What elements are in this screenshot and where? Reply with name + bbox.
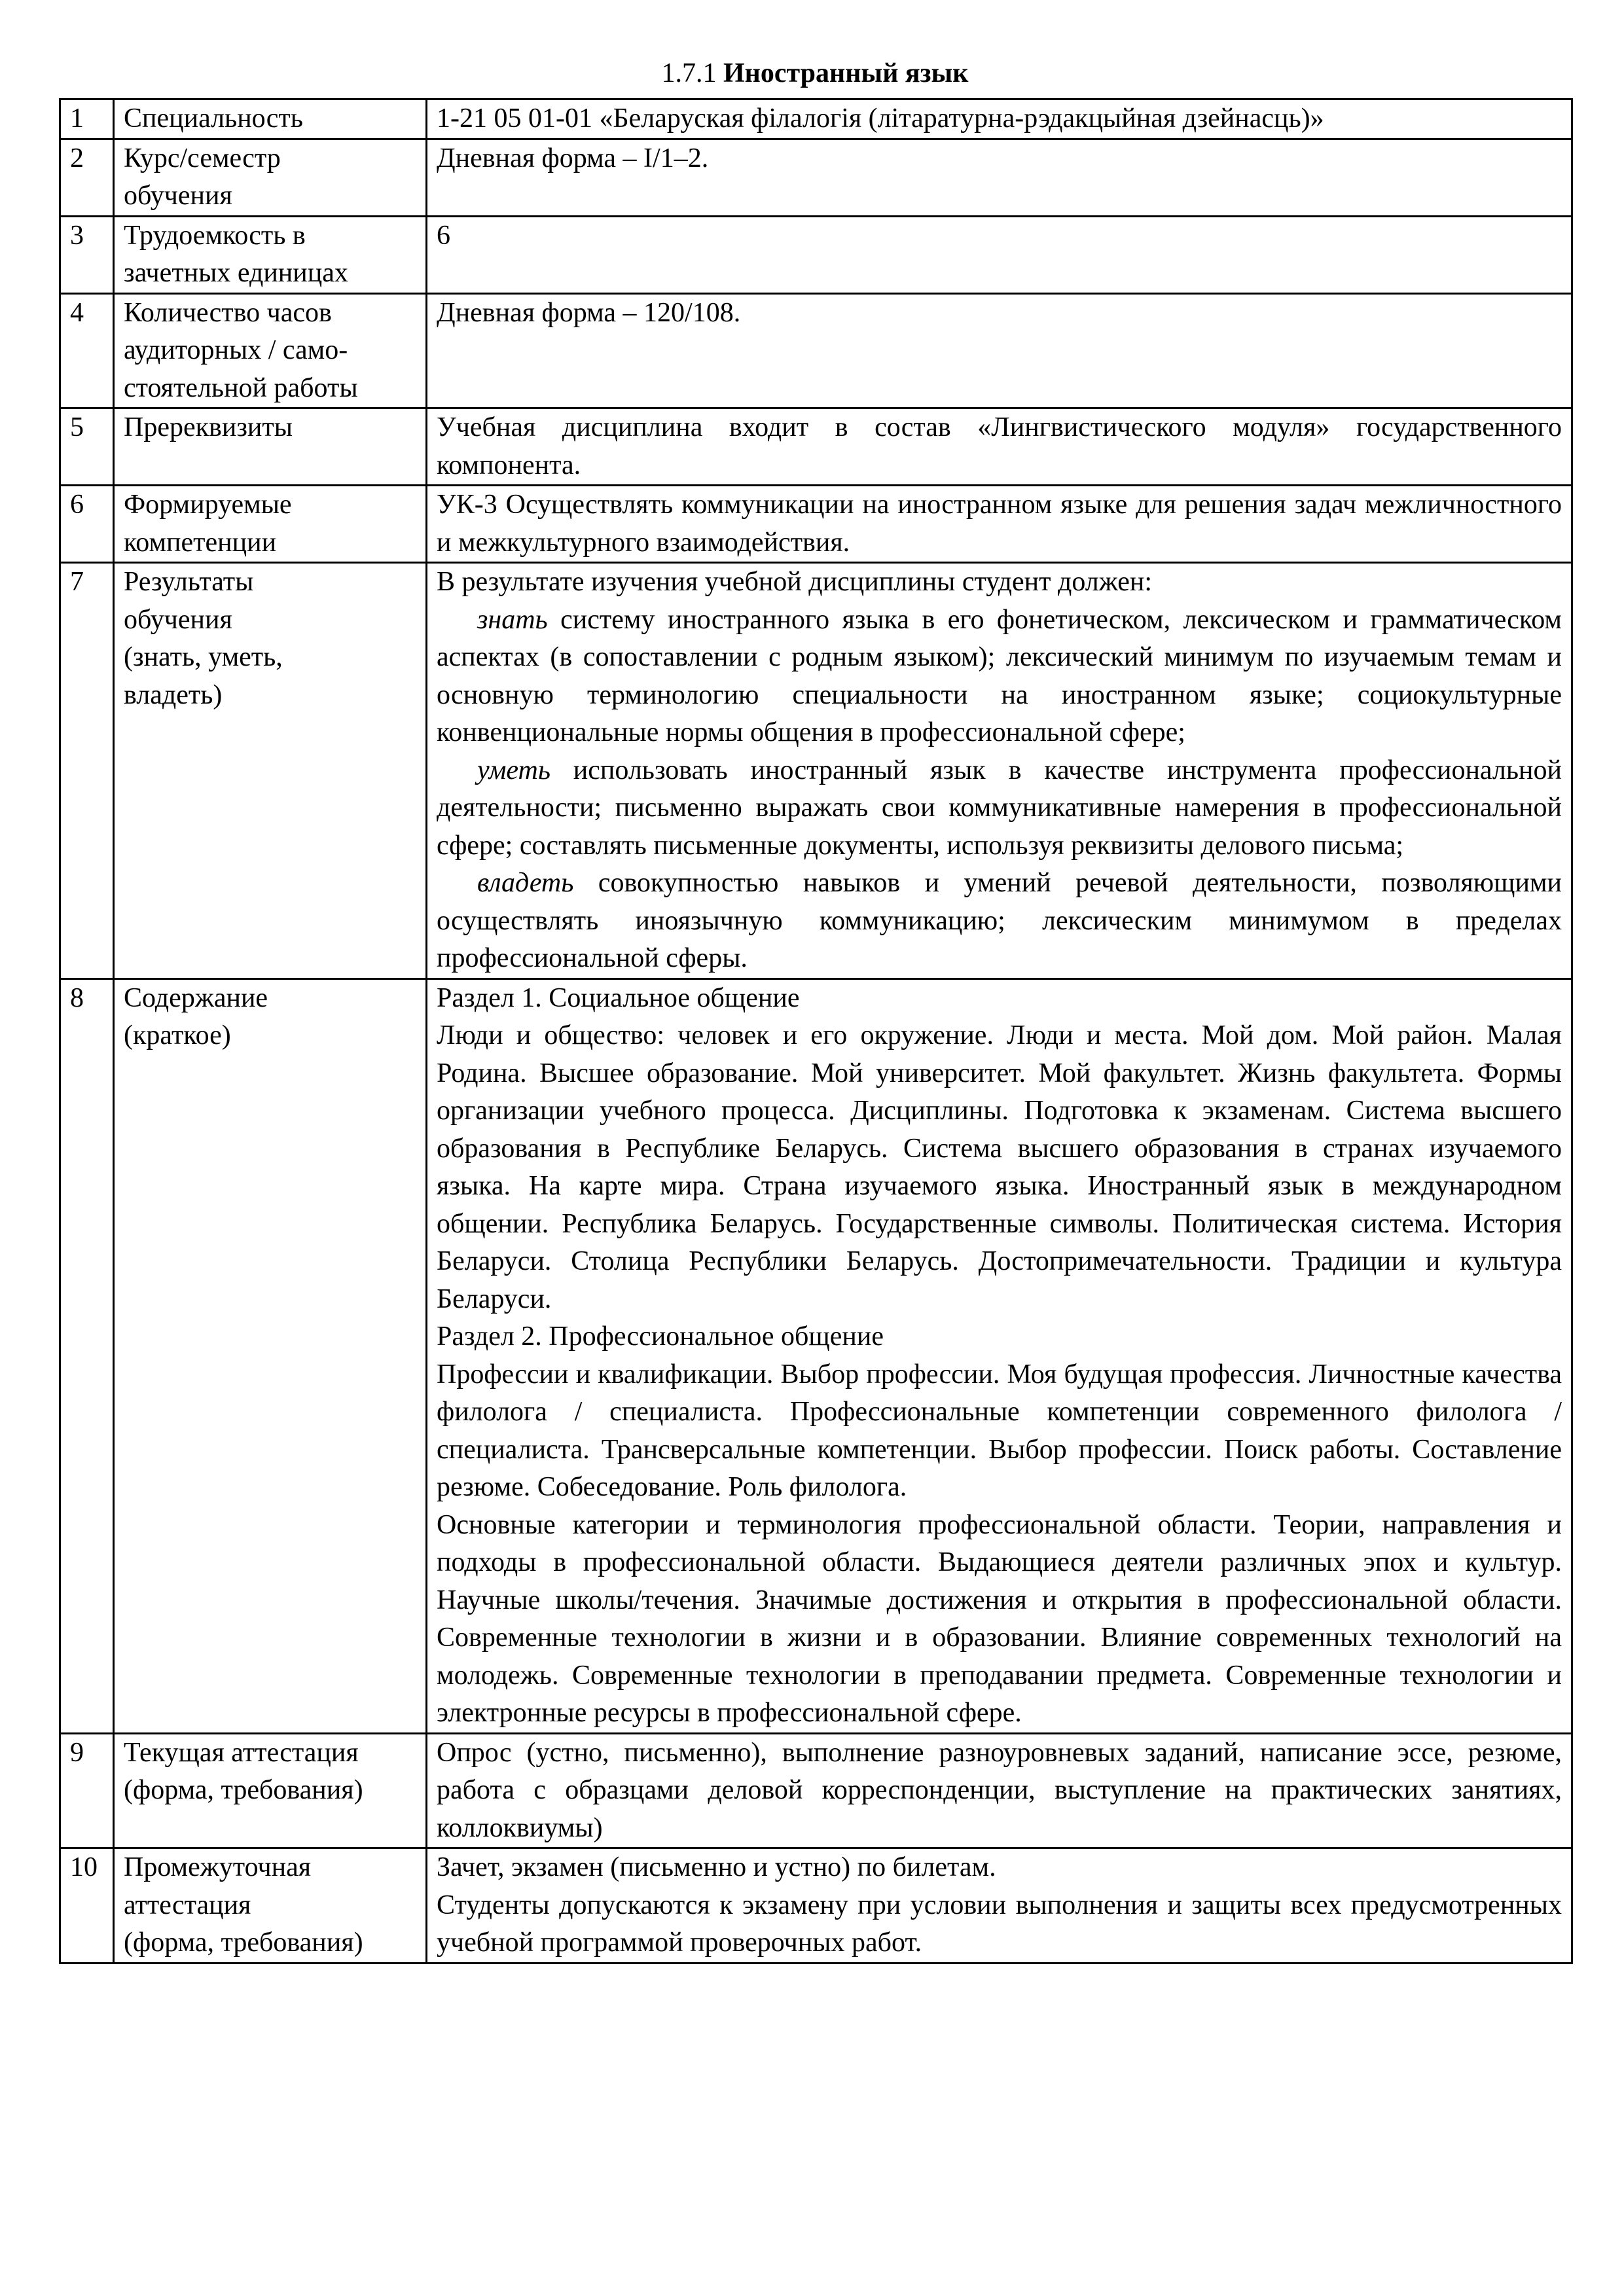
row-content: Опрос (устно, письменно), выполнение разноуровневых заданий, написание эссе, резюме, работа с образцами деловой корреспонденции, выступление на практических занятиях, коллоквиумы) [427, 1733, 1572, 1848]
row-number: 6 [60, 486, 114, 563]
specification-table [59, 98, 1573, 1964]
title-number: 1.7.1 [661, 58, 717, 88]
row-content [427, 1848, 1572, 1964]
label-line: стоятельной работы [124, 372, 358, 403]
label-line: Промежуточная [124, 1852, 312, 1882]
section-title: Раздел 1. Социальное общение [437, 982, 800, 1013]
table-row-intermediate-assessment [60, 1848, 1572, 1964]
label-line: Текущая аттестация [124, 1737, 359, 1768]
table-row-learning-outcomes [60, 563, 1572, 979]
table-row-course [60, 139, 1572, 216]
row-number: 5 [60, 408, 114, 486]
label-line: Курс/семестр [124, 143, 281, 173]
label-line: обучения [124, 181, 232, 211]
table-row-current-assessment [60, 1733, 1572, 1848]
label-line: Специальность [124, 103, 303, 134]
outcome-term: уметь [477, 755, 550, 785]
document-title [59, 54, 1571, 93]
table-row-competencies [60, 486, 1572, 563]
row-content: 1-21 05 01-01 «Беларуская філалогія (літаратурна-рэдакцыйная дзейнасць)» [427, 99, 1572, 139]
label-line: аудиторных / само- [124, 335, 348, 365]
label-line: Содержание [124, 982, 268, 1013]
section-text: Профессии и квалификации. Выбор профессии. Моя будущая профессия. Личностные качества филолога / специалиста. Профессиональные компетенции современного филолога / специалиста. Трансверсальные компетенции. Выбор профессии. Поиск работы. Составление резюме. Собеседование. Роль филолога. [437, 1359, 1562, 1502]
row-number: 1 [60, 99, 114, 139]
row-content: Дневная форма – I/1–2. [427, 139, 1572, 216]
row-content: Дневная форма – 120/108. [427, 293, 1572, 408]
row-content: Учебная дисциплина входит в состав «Лингвистического модуля» государственного компонента. [427, 408, 1572, 486]
row-label [114, 408, 427, 486]
label-line: (форма, требования) [124, 1928, 363, 1958]
row-label [114, 978, 427, 1733]
label-line: Пререквизиты [124, 412, 293, 442]
row-number: 2 [60, 139, 114, 216]
row-label [114, 139, 427, 216]
outcome-term: владеть [477, 868, 574, 898]
table-row-specialty [60, 99, 1572, 139]
label-line: (форма, требования) [124, 1775, 363, 1805]
row-number: 4 [60, 293, 114, 408]
table-row-credits [60, 216, 1572, 293]
row-label [114, 293, 427, 408]
table-row-content [60, 978, 1572, 1733]
row-label [114, 216, 427, 293]
row-number: 8 [60, 978, 114, 1733]
outcome-term: знать [477, 604, 548, 635]
content-line: Студенты допускаются к экзамену при условии выполнения и защиты всех предусмотренных учебной программой проверочных работ. [437, 1890, 1562, 1958]
outcome-master [437, 865, 1562, 978]
document-page [59, 54, 1571, 1964]
row-label [114, 99, 427, 139]
label-line: обучения [124, 604, 232, 635]
label-line: Формируемые [124, 490, 292, 520]
outcome-text: совокупностью навыков и умений речевой деятельности, позволяющими осуществлять иноязычную коммуникацию; лексическим минимумом в пределах профессиональной сферы. [437, 868, 1562, 973]
row-content: 6 [427, 216, 1572, 293]
row-content: УК-3 Осуществлять коммуникации на иностранном языке для решения задач межличностного и межкультурного взаимодействия. [427, 486, 1572, 563]
label-line: Трудоемкость в [124, 220, 306, 251]
row-content [427, 563, 1572, 979]
row-number: 10 [60, 1848, 114, 1964]
title-text: Иностранный язык [723, 58, 969, 88]
table-row-prerequisites [60, 408, 1572, 486]
label-line: зачетных единицах [124, 258, 348, 288]
label-line: (краткое) [124, 1020, 231, 1050]
row-content [427, 978, 1572, 1733]
section-text: Основные категории и терминология профессиональной области. Теории, направления и подходы в профессиональной области. Выдающиеся деятели различных эпох и культур. Научные школы/течения. Значимые достижения и открытия в профессиональной области. Современные технологии в жизни и в образовании. Влияние современных технологий на молодежь. Современные технологии в преподавании предмета. Современные технологии и электронные ресурсы в профессиональной сфере. [437, 1509, 1562, 1728]
outcomes-intro: В результате изучения учебной дисциплины студент должен: [437, 567, 1152, 597]
row-label [114, 563, 427, 979]
outcome-text: использовать иностранный язык в качестве инструмента профессиональной деятельности; письменно выражать свои коммуникативные намерения в профессиональной сфере; составлять письменные документы, используя реквизиты делового письма; [437, 755, 1562, 861]
label-line: владеть) [124, 679, 223, 710]
content-line: Зачет, экзамен (письменно и устно) по билетам. [437, 1852, 996, 1882]
label-line: аттестация [124, 1890, 251, 1920]
row-label [114, 1848, 427, 1964]
section-title: Раздел 2. Профессиональное общение [437, 1321, 884, 1352]
row-label [114, 1733, 427, 1848]
table-row-hours [60, 293, 1572, 408]
outcome-know [437, 601, 1562, 752]
outcome-can [437, 752, 1562, 865]
label-line: компетенции [124, 527, 277, 558]
outcome-text: систему иностранного языка в его фонетическом, лексическом и грамматическом аспектах (в сопоставлении с родным языком); лексический минимум по изучаемым темам и основную терминологию специальности на иностранном языке; социокультурные конвенциональные нормы общения в профессиональной сфере; [437, 604, 1562, 747]
row-number: 3 [60, 216, 114, 293]
section-text: Люди и общество: человек и его окружение. Люди и места. Мой дом. Мой район. Малая Родина. Высшее образование. Мой университет. Мой факультет. Жизнь факультета. Формы организации учебного процесса. Дисциплины. Подготовка к экзаменам. Система высшего образования в Республике Беларусь. Система высшего образования в странах изучаемого языка. На карте мира. Страна изучаемого языка. Иностранный язык в международном общении. Республика Беларусь. Государственные символы. Политическая система. История Беларуси. Столица Республики Беларусь. Достопримечательности. Традиции и культура Беларуси. [437, 1020, 1562, 1314]
label-line: (знать, уметь, [124, 642, 283, 672]
row-number: 7 [60, 563, 114, 979]
row-number: 9 [60, 1733, 114, 1848]
row-label [114, 486, 427, 563]
label-line: Количество часов [124, 297, 332, 328]
label-line: Результаты [124, 567, 254, 597]
